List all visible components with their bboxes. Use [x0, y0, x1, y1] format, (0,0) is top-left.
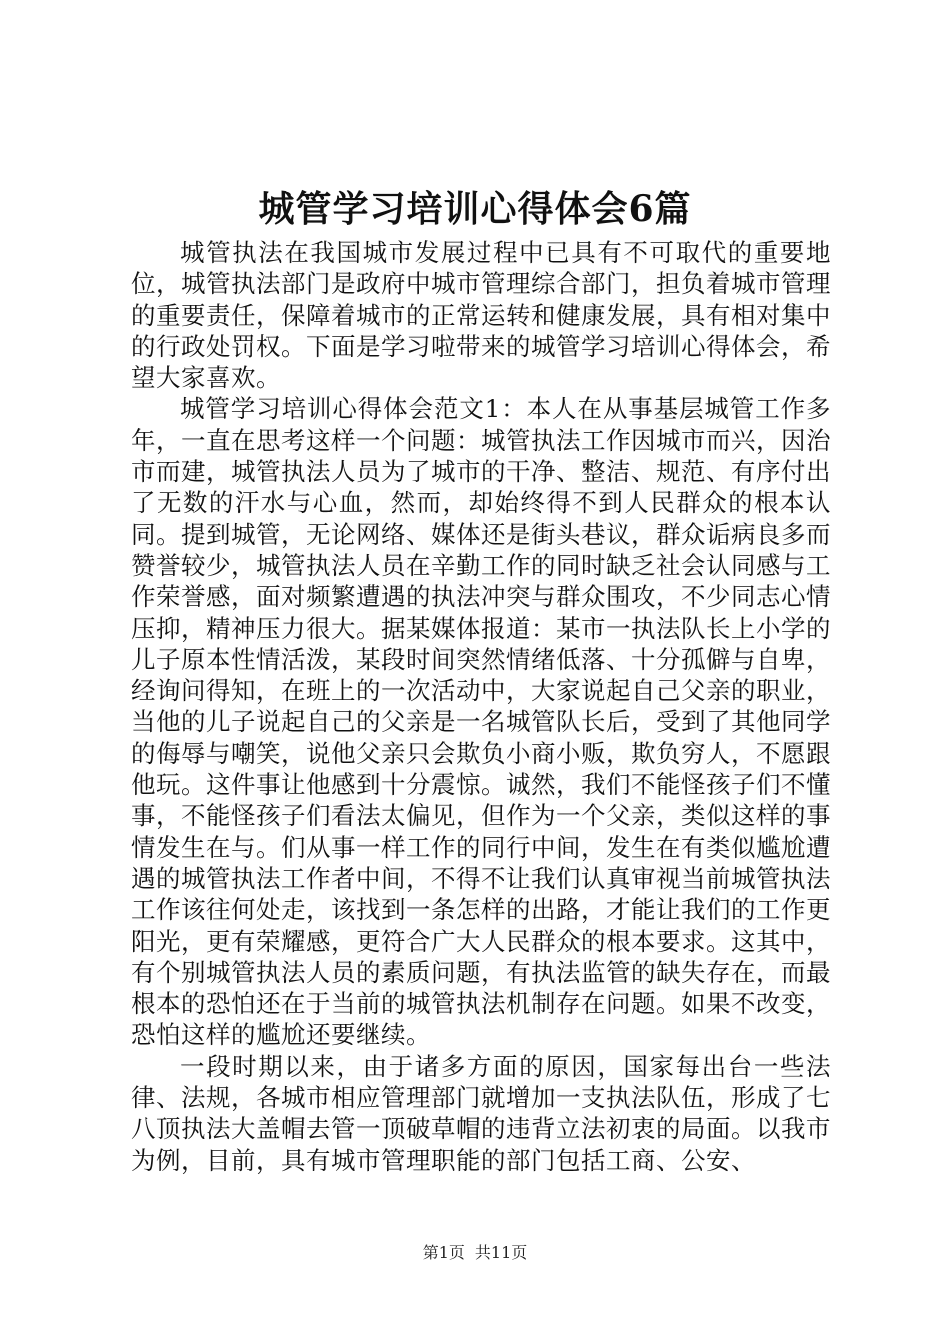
paragraph-essay-1: 城管学习培训心得体会范文1：本人在从事基层城管工作多年，一直在思考这样一个问题：城管执法工作因城市而兴，因治市而建，城管执法人员为了城市的干净、整洁、规范、有序付出了无数的汗水与心血，然而，却始终得不到人民群众的根本认同。提到城管，无论网络、媒体还是街头巷议，群众诟病良多而赞誉较少，城管执法人员在辛勤工作的同时缺乏社会认同感与工作荣誉感，面对频繁遭遇的执法冲突与群众围攻，不少同志心情压抑，精神压力很大。据某媒体报道：某市一执法队长上小学的儿子原本性情活泼，某段时间突然情绪低落、十分孤僻与自卑，经询问得知，在班上的一次活动中，大家说起自己父亲的职业，当他的儿子说起自己的父亲是一名城管队长后，受到了其他同学的侮辱与嘲笑，说他父亲只会欺负小商小贩，欺负穷人，不愿跟他玩。这件事让他感到十分震惊。诚然，我们不能怪孩子们不懂事，不能怪孩子们看法太偏见，但作为一个父亲，类似这样的事情发生在与。们从事一样工作的同行中间，发生在有类似尴尬遭遇的城管执法工作者中间，不得不让我们认真审视当前城管执法工作该往何处走，该找到一条怎样的出路，才能让我们的工作更阳光，更有荣耀感，更符合广大人民群众的根本要求。这其中，有个别城管执法人员的素质问题，有执法监管的缺失存在，而最根本的恐怕还在于当前的城管执法机制存在问题。如果不改变，恐怕这样的尴尬还要继续。 — [131, 394, 831, 1050]
page-footer — [0, 1242, 950, 1264]
document-body — [131, 237, 831, 1176]
page-total: 共11页 — [474, 1243, 528, 1262]
paragraph-essay-1-continued: 一段时期以来，由于诸多方面的原因，国家每出台一些法律、法规，各城市相应管理部门就增加一支执法队伍，形成了七八顶执法大盖帽去管一顶破草帽的违背立法初衷的局面。以我市为例，目前，具有城市管理职能的部门包括工商、公安、 — [131, 1051, 831, 1175]
document-title: 城管学习培训心得体会6篇 — [258, 188, 692, 230]
paragraph-intro: 城管执法在我国城市发展过程中已具有不可取代的重要地位，城管执法部门是政府中城市管理综合部门，担负着城市管理的重要责任，保障着城市的正常运转和健康发展，具有相对集中的行政处罚权。下面是学习啦带来的城管学习培训心得体会，希望大家喜欢。 — [131, 238, 831, 393]
page-number: 第1页 — [422, 1243, 465, 1262]
